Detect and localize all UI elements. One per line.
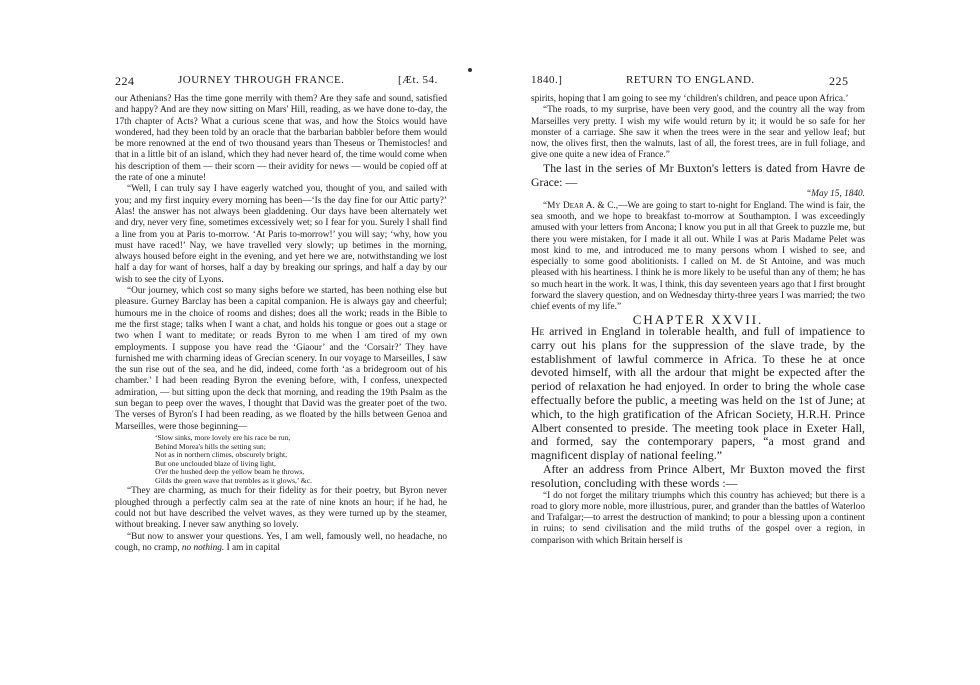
verse-line-3: Not as in northern climes, obscurely bright, (155, 450, 288, 460)
right-page-number: 225 (829, 74, 849, 88)
left-running-title: JOURNEY THROUGH FRANCE. (178, 74, 345, 86)
verse-line-2: Behind Morea's hills the setting sun; (155, 441, 266, 451)
right-paragraph-1: spirits, hoping that I am going to see my ‘children's children, and peace upon Africa.’ (531, 94, 849, 104)
left-page-header (0, 74, 490, 90)
verse-line-1: ‘Slow sinks, more lovely ere his race be run, (155, 432, 291, 442)
left-text-column (115, 94, 447, 554)
no-nothing-text: no nothing. (181, 542, 225, 553)
right-running-title: RETURN TO ENGLAND. (626, 74, 755, 86)
chapter-text: arrived in England in tolerable health, and full of impatience to carry out his plans for the suppression of the slave trade, by the establishment of lawful commerce in Africa. To these he at once devoted himself, with all the ardour that might be expected after the period of relaxation he had enjoyed. In order to bring the whole case effectually before the public, a meeting was held on the 1st of June; at which, to the high gratification of the African Society, H.R.H. Prince Albert consented to preside. The meeting took place in Exeter Hall, and formed, say the contemporary papers, “a most grand and magnificent display of national feeling.” (531, 323, 865, 463)
answer-text: “But now to answer your questions. Yes, I am well, famously well, no headache, no cough, no cramp, (115, 531, 447, 553)
letter-date: “May 15, 1840. (806, 189, 865, 200)
letters-intro: The last in the series of Mr Buxton's letters is dated from Havre de Grace: — (531, 160, 865, 189)
capital-text: I am in capital (226, 542, 280, 553)
letter-text: —We are going to start to-night for England. The wind is fair, the sea smooth, and we hope to breakfast to-morrow at Southampton. I was exceedingly amused with your letters from Ancona; I know you put in all that Greek to puzzle me, but there you were mistaken, for I made it all out. While I was at Paris Madame Pelet was most kind to me, and introduced me to many persons whom I wished to see, and especially to some good abolitionists. I called on M. de St Antoine, and was much pleased with his heartiness. I think he is more likely to be useful than any of them; he has so much heart in the work. It was, I think, this day seventeen years ago that I first brought forward the slavery question, and on Wednesday thirty-three years I was married; the two chief events of my life.” (531, 200, 865, 313)
right-page (490, 0, 980, 685)
resolution-quote: “I do not forget the military triumphs which this country has achieved; but there is a road to glory more noble, more illustrious, purer, and grander than the battles of Waterloo and Trafalgar;—to arrest the destruction of mankind; to pour a blessing upon a continent in ruins; to send civilisation and the mild truths of the gospel over a region, in comparison with which Britain herself is (531, 490, 865, 546)
left-paragraph-3: “Our journey, which cost so many sighs before we started, has been nothing else but pleasure. Gurney Barclay has been a capital companion. He is always gay and cheerful; humours me in the choice of rooms and dishes; does all the work; reads in the Bible to me the first stage; talks when I want a chat, and holds his tongue or goes out a stage or two when I want to meditate; or reads Byron to me when I am tired of my own employments. I suppose you have read the ‘Giaour’ and the ‘Corsair?’ They have furnished me with charming ideas of Grecian scenery. In our voyage to Marseilles, I saw the sun rise out of the sea, and he did, indeed, come forth ‘as a bridegroom out of his chamber.’ I had been reading Byron the evening before, with, I confess, unexpected admiration, — but sitting upon the deck that morning, and reading the 19th Psalm as the sun began to peep over the waves, I thought that David was the greater poet of the two. The verses of Byron's I had been reading, as we floated by the hills between Genoa and Marseilles, were those beginning— (115, 286, 447, 432)
right-paragraph-2: “The roads, to my surprise, have been very good, and the country all the way from Marseilles very pretty. I wish my wife would return by it; it would be so safe for her monster of a carriage. She saw it when the trees were in the sear and yellow leaf; but now, the olives first, then the walnuts, last of all, the forest trees, are in full foliage, and give one quite a new idea of France.” (531, 105, 865, 161)
left-section-marker: [Æt. 54. (398, 74, 438, 86)
verse-line-4: But one unclouded blaze of living light, (155, 458, 276, 468)
letter-salutation: “My Dear A. & C., (543, 200, 619, 211)
left-paragraph-5 (115, 532, 447, 555)
chapter-lead-word: He (531, 323, 545, 338)
right-text-column (531, 94, 865, 547)
verse-line-5: O'er the hushed deep the yellow beam he throws, (155, 467, 305, 477)
chapter-heading: CHAPTER XXVII. (632, 311, 764, 327)
left-paragraph-4: “They are charming, as much for their fidelity as for their poetry, but Byron never ploughed through a perfectly calm sea at the rate of nine knots an hour; if he had, he could not but have described the velvet waves, as they were turned up by the steamer, without breaking. I never saw anything so lovely. (115, 486, 447, 531)
left-page-number: 224 (115, 74, 135, 88)
chapter-paragraph-1 (531, 325, 865, 463)
byron-verse (155, 434, 447, 486)
right-page-header (490, 74, 980, 90)
right-section-marker: 1840.] (531, 74, 563, 86)
chapter-paragraph-2: After an address from Prince Albert, Mr Buxton moved the first resolution, concluding with these words :— (531, 461, 865, 490)
letter-body (531, 201, 865, 314)
verse-line-6: Gilds the green wave that trembles as it glows,’ &c. (155, 475, 312, 485)
left-paragraph-2: “Well, I can truly say I have eagerly watched you, thought of you, and sailed with you; and my first inquiry every morning has been—‘Is the day fine for our Attic party?’ Alas! the answer has not always been gladdening. Our days have been alternately wet and dry, never very fine, sometimes excessively wet; so I fear for you. Surely I shall find a line from you at Paris to-morrow. ‘At Paris to-morrow!’ you will say; ‘why, how you must have raced!’ Nay, we have travelled very slowly; up betimes in the morning, always housed before eight in the evening, and yet here we are, notwithstanding we lost half a day for want of horses, half a day by breaking our springs, and half a day by our wish to see the city of Lyons. (115, 184, 447, 285)
left-paragraph-1: our Athenians? Has the time gone merrily with them? Are they safe and sound, satisfied and happy? And are they now sitting on Mars' Hill, reading, as we have done to-day, the 17th chapter of Acts? What a curious scene that was, and how the Stoics would have wondered, had they been told by an oracle that the barbarian babbler before them would be more renowned at the end of two thousand years than Theseus or Themistocles! and that in a little bit of an island, which they had never heard of, the time would come when his description of them — their scorn — their avidity for news — would be copied off at the rate of one a minute! (115, 94, 447, 184)
